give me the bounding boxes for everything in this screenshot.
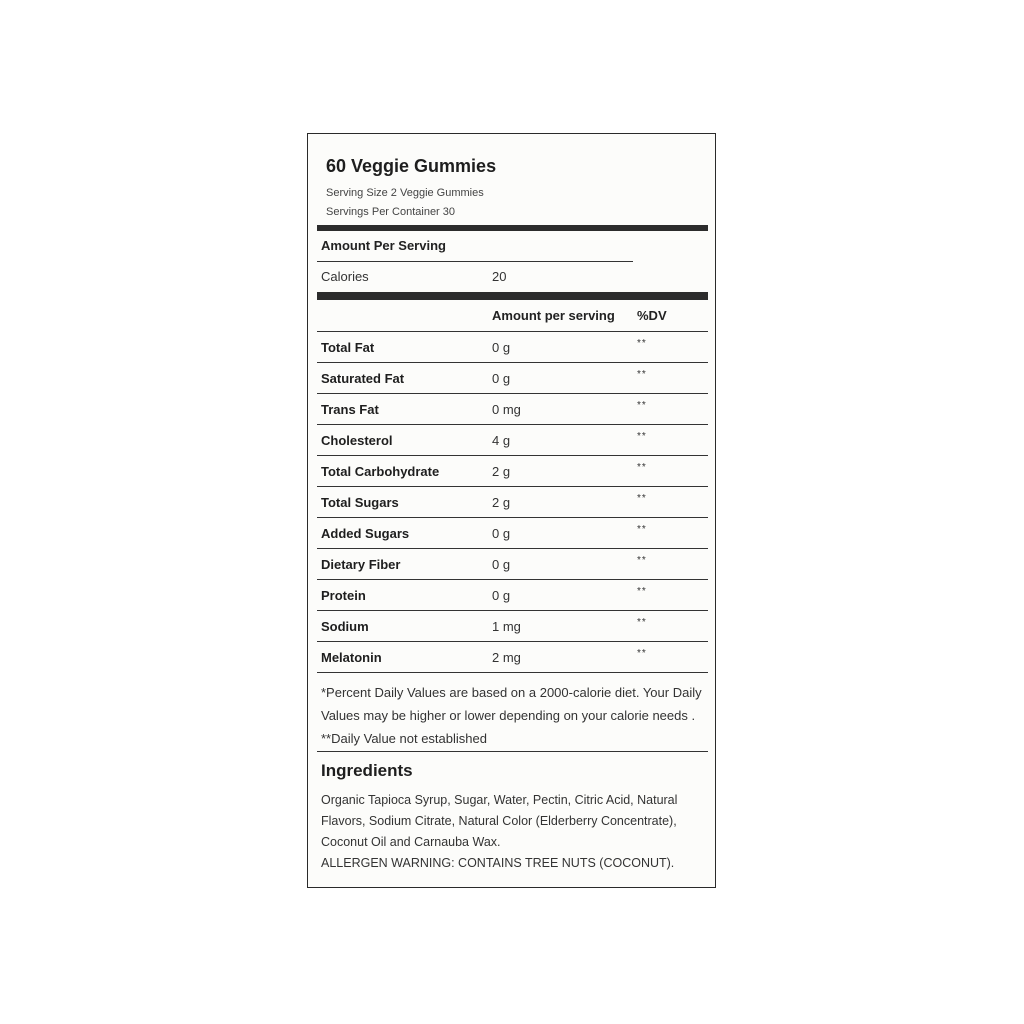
nutrient-name: Cholesterol [321, 433, 393, 448]
nutrient-amount: 2 g [492, 495, 511, 510]
daily-value-footnote: *Percent Daily Values are based on a 2000-calorie diet. Your Daily Values may be higher or lower depending on your calorie needs . **Daily Value not established [321, 685, 702, 746]
ingredients-block [321, 790, 706, 874]
thick-divider [317, 292, 708, 300]
nutrient-dv: ** [637, 493, 647, 504]
nutrient-amount: 1 mg [492, 619, 521, 634]
nutrient-name: Total Carbohydrate [321, 464, 440, 479]
nutrient-amount: 2 mg [492, 650, 521, 665]
nutrient-row [317, 425, 708, 456]
product-title: 60 Veggie Gummies [326, 156, 497, 176]
nutrient-amount: 4 g [492, 433, 511, 448]
calories-value: 20 [492, 269, 507, 284]
nutrient-row [317, 580, 708, 611]
column-header-dv: %DV [637, 308, 667, 323]
nutrient-row [317, 487, 708, 518]
nutrient-name: Protein [321, 588, 366, 603]
nutrient-dv: ** [637, 400, 647, 411]
serving-size: Serving Size 2 Veggie Gummies [326, 187, 484, 199]
nutrient-amount: 0 mg [492, 402, 521, 417]
nutrient-name: Sodium [321, 619, 369, 634]
nutrient-name: Total Fat [321, 340, 375, 355]
nutrient-dv: ** [637, 617, 647, 628]
nutrient-dv: ** [637, 555, 647, 566]
nutrient-name: Dietary Fiber [321, 557, 401, 572]
nutrient-amount: 0 g [492, 526, 511, 541]
amount-per-serving-heading: Amount Per Serving [321, 238, 446, 253]
nutrition-facts-panel [307, 133, 716, 888]
ingredients-list: Organic Tapioca Syrup, Sugar, Water, Pectin, Citric Acid, Natural Flavors, Sodium Citrate, Natural Color (Elderberry Concentrate), Coconut Oil and Carnauba Wax. [321, 793, 678, 849]
allergen-warning: ALLERGEN WARNING: CONTAINS TREE NUTS (COCONUT). [321, 856, 675, 870]
nutrient-amount: 2 g [492, 464, 511, 479]
nutrient-row [317, 549, 708, 580]
nutrient-dv: ** [637, 524, 647, 535]
thick-divider [317, 225, 708, 231]
ingredients-heading: Ingredients [321, 761, 413, 780]
servings-per-container: Servings Per Container 30 [326, 206, 456, 218]
nutrient-dv: ** [637, 462, 647, 473]
nutrient-dv: ** [637, 338, 647, 349]
nutrient-dv: ** [637, 586, 647, 597]
nutrient-amount: 0 g [492, 340, 511, 355]
nutrient-row [317, 518, 708, 549]
nutrient-row [317, 363, 708, 394]
nutrient-name: Saturated Fat [321, 371, 405, 386]
nutrient-row [317, 611, 708, 642]
nutrient-row [317, 642, 708, 673]
nutrient-name: Trans Fat [321, 402, 379, 417]
nutrient-dv: ** [637, 648, 647, 659]
nutrient-dv: ** [637, 431, 647, 442]
nutrient-row [317, 332, 708, 363]
nutrient-dv: ** [637, 369, 647, 380]
divider [317, 261, 633, 262]
calories-label: Calories [321, 269, 369, 284]
column-header-amount: Amount per serving [492, 308, 615, 323]
nutrient-name: Total Sugars [321, 495, 399, 510]
nutrient-row [317, 456, 708, 487]
nutrient-amount: 0 g [492, 588, 511, 603]
nutrient-amount: 0 g [492, 371, 511, 386]
nutrient-table [317, 331, 708, 673]
nutrient-amount: 0 g [492, 557, 511, 572]
divider [317, 751, 708, 752]
nutrient-name: Melatonin [321, 650, 382, 665]
nutrient-name: Added Sugars [321, 526, 410, 541]
nutrient-row [317, 394, 708, 425]
